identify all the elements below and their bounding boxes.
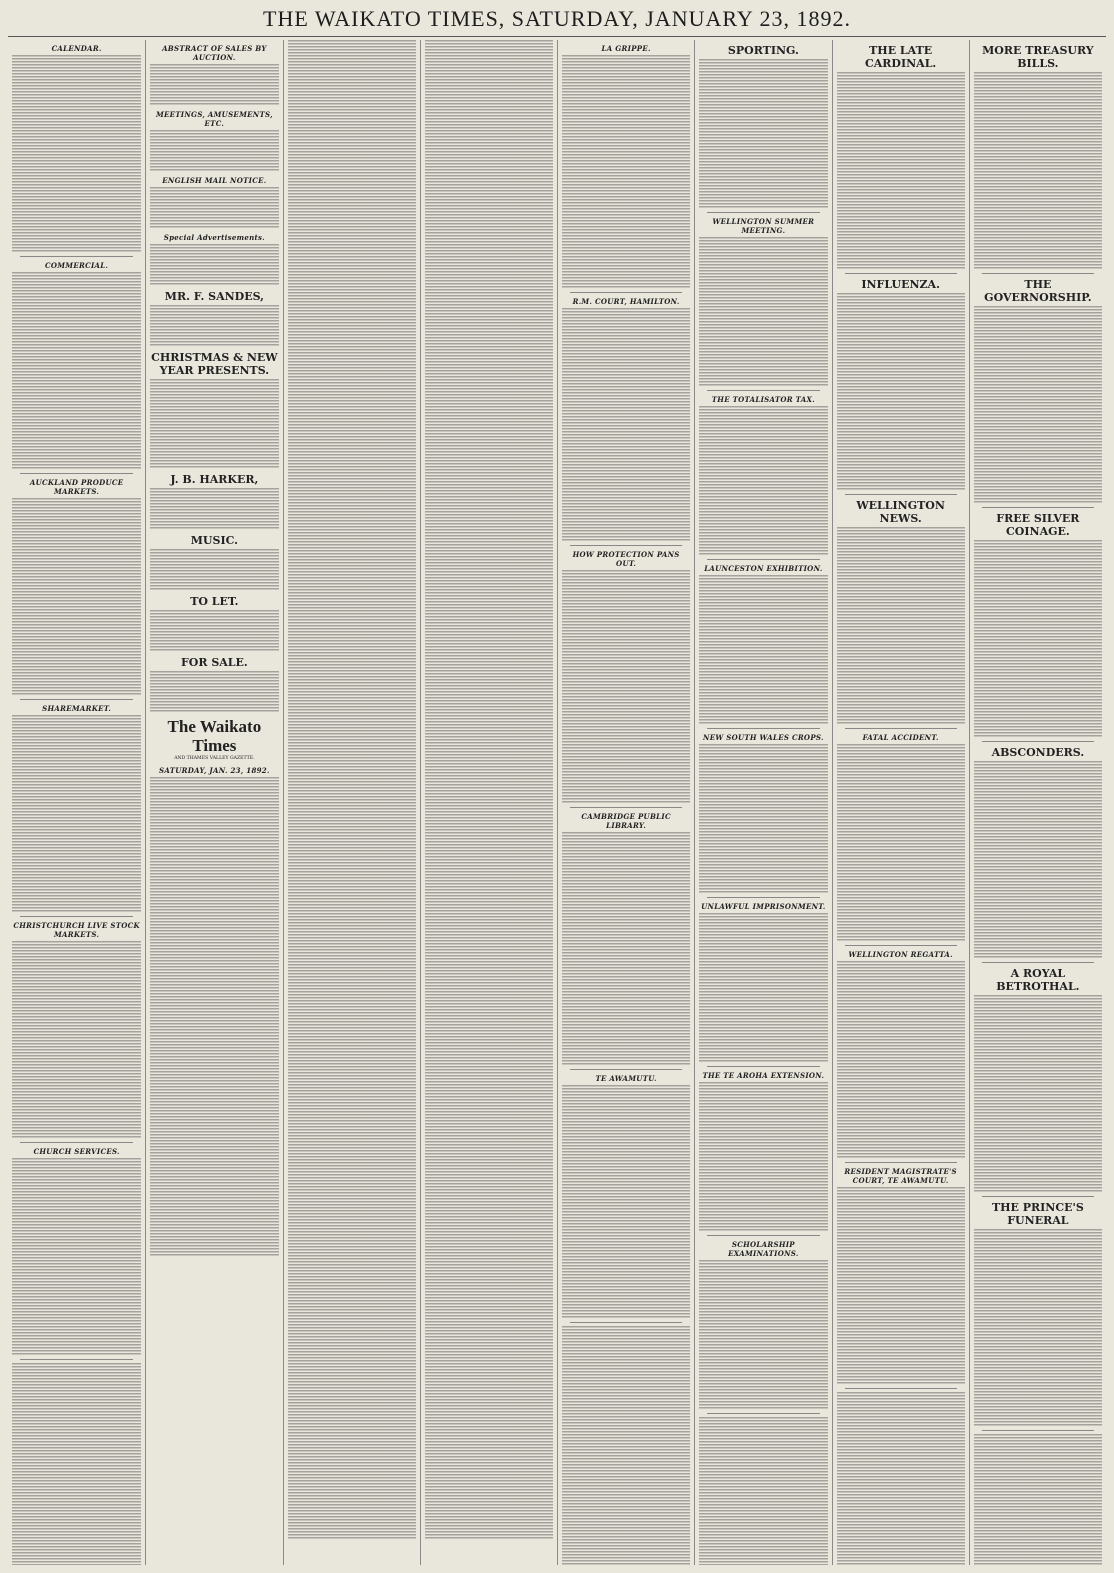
section-divider [707,1066,819,1067]
article-text [150,130,278,172]
section-divider [20,916,133,917]
section-heading: ENGLISH MAIL NOTICE. [162,176,267,185]
section-heading: THE PRINCE'S FUNERAL [991,1201,1084,1227]
column-8 [969,40,1106,1565]
column-5 [557,40,694,1565]
article-text [699,406,827,556]
section-divider [20,256,133,257]
section-divider [707,1235,819,1236]
section-heading: SPORTING. [727,44,799,57]
article-text [837,527,965,725]
column-7 [832,40,969,1565]
section-divider [20,699,133,700]
section-divider [20,1359,133,1360]
section-heading: THE TOTALISATOR TAX. [711,395,815,404]
section-heading: UNLAWFUL IMPRISONMENT. [701,902,826,911]
section-divider [982,1196,1094,1197]
article-text [974,72,1102,270]
article-text [837,293,965,491]
section-heading: SCHOLARSHIP EXAMINATIONS. [728,1240,799,1258]
article-text [150,187,278,229]
section-heading: WELLINGTON SUMMER MEETING. [712,217,815,235]
article-text [12,498,141,696]
article-text [699,237,827,387]
article-text [562,1326,690,1565]
article-text [562,1085,690,1319]
section-heading: Special Advertisements. [163,233,265,242]
article-text [562,832,690,1066]
article-text [12,1363,141,1565]
article-text [150,488,278,530]
section-heading: MUSIC. [190,534,238,547]
dateline: SATURDAY, JAN. 23, 1892. [159,766,270,775]
column-4 [420,40,557,1565]
section-heading: INFLUENZA. [861,278,940,291]
paper-subtitle: AND THAMES VALLEY GAZETTE. [174,756,255,761]
article-text [974,1434,1102,1565]
article-text [425,40,553,1540]
section-divider [707,728,819,729]
section-divider [707,897,819,898]
section-heading: J. B. HARKER, [170,473,259,486]
section-heading: RESIDENT MAGISTRATE'S COURT, TE AWAMUTU. [844,1167,957,1185]
article-text [288,40,416,1540]
section-divider [20,473,133,474]
section-heading: MORE TREASURY BILLS. [982,44,1094,70]
section-divider [982,273,1094,274]
section-divider [845,494,957,495]
section-heading: CAMBRIDGE PUBLIC LIBRARY. [581,812,671,830]
section-heading: R.M. COURT, HAMILTON. [572,297,680,306]
article-text [150,64,278,106]
section-divider [707,212,819,213]
section-heading: SHAREMARKET. [42,704,112,713]
section-heading: LAUNCESTON EXHIBITION. [704,564,823,573]
article-text [12,272,141,470]
article-text [974,761,1102,959]
section-divider [982,507,1094,508]
article-text [699,575,827,725]
section-heading: MEETINGS, AMUSEMENTS, ETC. [155,110,273,128]
article-text [150,549,278,591]
section-divider [845,945,957,946]
section-divider [570,1069,682,1070]
section-heading: NEW SOUTH WALES CROPS. [703,733,824,742]
section-heading: FOR SALE. [180,656,248,669]
article-text [150,379,278,469]
section-heading: FATAL ACCIDENT. [862,733,939,742]
article-text [562,308,690,542]
section-divider [982,741,1094,742]
section-divider [570,1322,682,1323]
section-heading: HOW PROTECTION PANS OUT. [572,550,680,568]
article-text [150,244,278,286]
section-divider [570,807,682,808]
article-text [150,777,278,1257]
section-heading: THE LATE CARDINAL. [864,44,937,70]
article-text [837,1187,965,1385]
section-divider [845,1162,957,1163]
section-divider [707,1413,819,1414]
section-heading: CHURCH SERVICES. [33,1147,120,1156]
section-divider [982,1430,1094,1431]
section-heading: WELLINGTON REGATTA. [848,950,953,959]
section-heading: THE GOVERNORSHIP. [984,278,1092,304]
article-text [974,306,1102,504]
masthead-rule [8,36,1106,37]
article-text [837,1392,965,1565]
column-1 [8,40,145,1565]
section-heading: CHRISTMAS & NEW YEAR PRESENTS. [151,351,278,377]
section-heading: COMMERCIAL. [44,261,109,270]
article-text [974,1229,1102,1427]
section-divider [982,962,1094,963]
section-divider [20,1142,133,1143]
section-heading: FREE SILVER COINAGE. [996,512,1080,538]
section-divider [845,728,957,729]
section-divider [707,559,819,560]
article-text [12,1158,141,1356]
article-text [12,715,141,913]
section-heading: CALENDAR. [51,44,102,53]
column-3 [283,40,420,1565]
section-divider [845,1388,957,1389]
column-6 [694,40,831,1565]
section-heading: WELLINGTON NEWS. [856,499,945,525]
section-heading: LA GRIPPE. [601,44,651,53]
section-heading: THE TE AROHA EXTENSION. [702,1071,825,1080]
article-text [699,744,827,894]
article-text [699,59,827,209]
columns [8,40,1106,1565]
section-divider [845,273,957,274]
article-text [150,610,278,652]
article-text [837,744,965,942]
section-heading: TE AWAMUTU. [595,1074,657,1083]
section-heading: AUCKLAND PRODUCE MARKETS. [29,478,124,496]
paper-title: The Waikato Times [167,717,262,755]
article-text [562,55,690,289]
article-text [699,1082,827,1232]
article-text [150,671,278,713]
article-text [699,1260,827,1410]
article-text [699,913,827,1063]
section-heading: ABSTRACT OF SALES BY AUCTION. [162,44,267,62]
article-text [974,540,1102,738]
masthead: THE WAIKATO TIMES, SATURDAY, JANUARY 23, 1892. [263,6,851,31]
section-heading: MR. F. SANDES, [164,290,264,303]
article-text [12,55,141,253]
article-text [12,941,141,1139]
article-text [974,995,1102,1193]
section-heading: CHRISTCHURCH LIVE STOCK MARKETS. [13,921,140,939]
section-divider [707,390,819,391]
column-2 [145,40,282,1565]
article-text [150,305,278,347]
article-text [837,961,965,1159]
article-text [699,1417,827,1565]
section-divider [570,545,682,546]
article-text [562,570,690,804]
section-divider [570,292,682,293]
section-heading: A ROYAL BETROTHAL. [996,967,1080,993]
section-heading: TO LET. [190,595,239,608]
section-heading: ABSCONDERS. [991,746,1085,759]
article-text [837,72,965,270]
